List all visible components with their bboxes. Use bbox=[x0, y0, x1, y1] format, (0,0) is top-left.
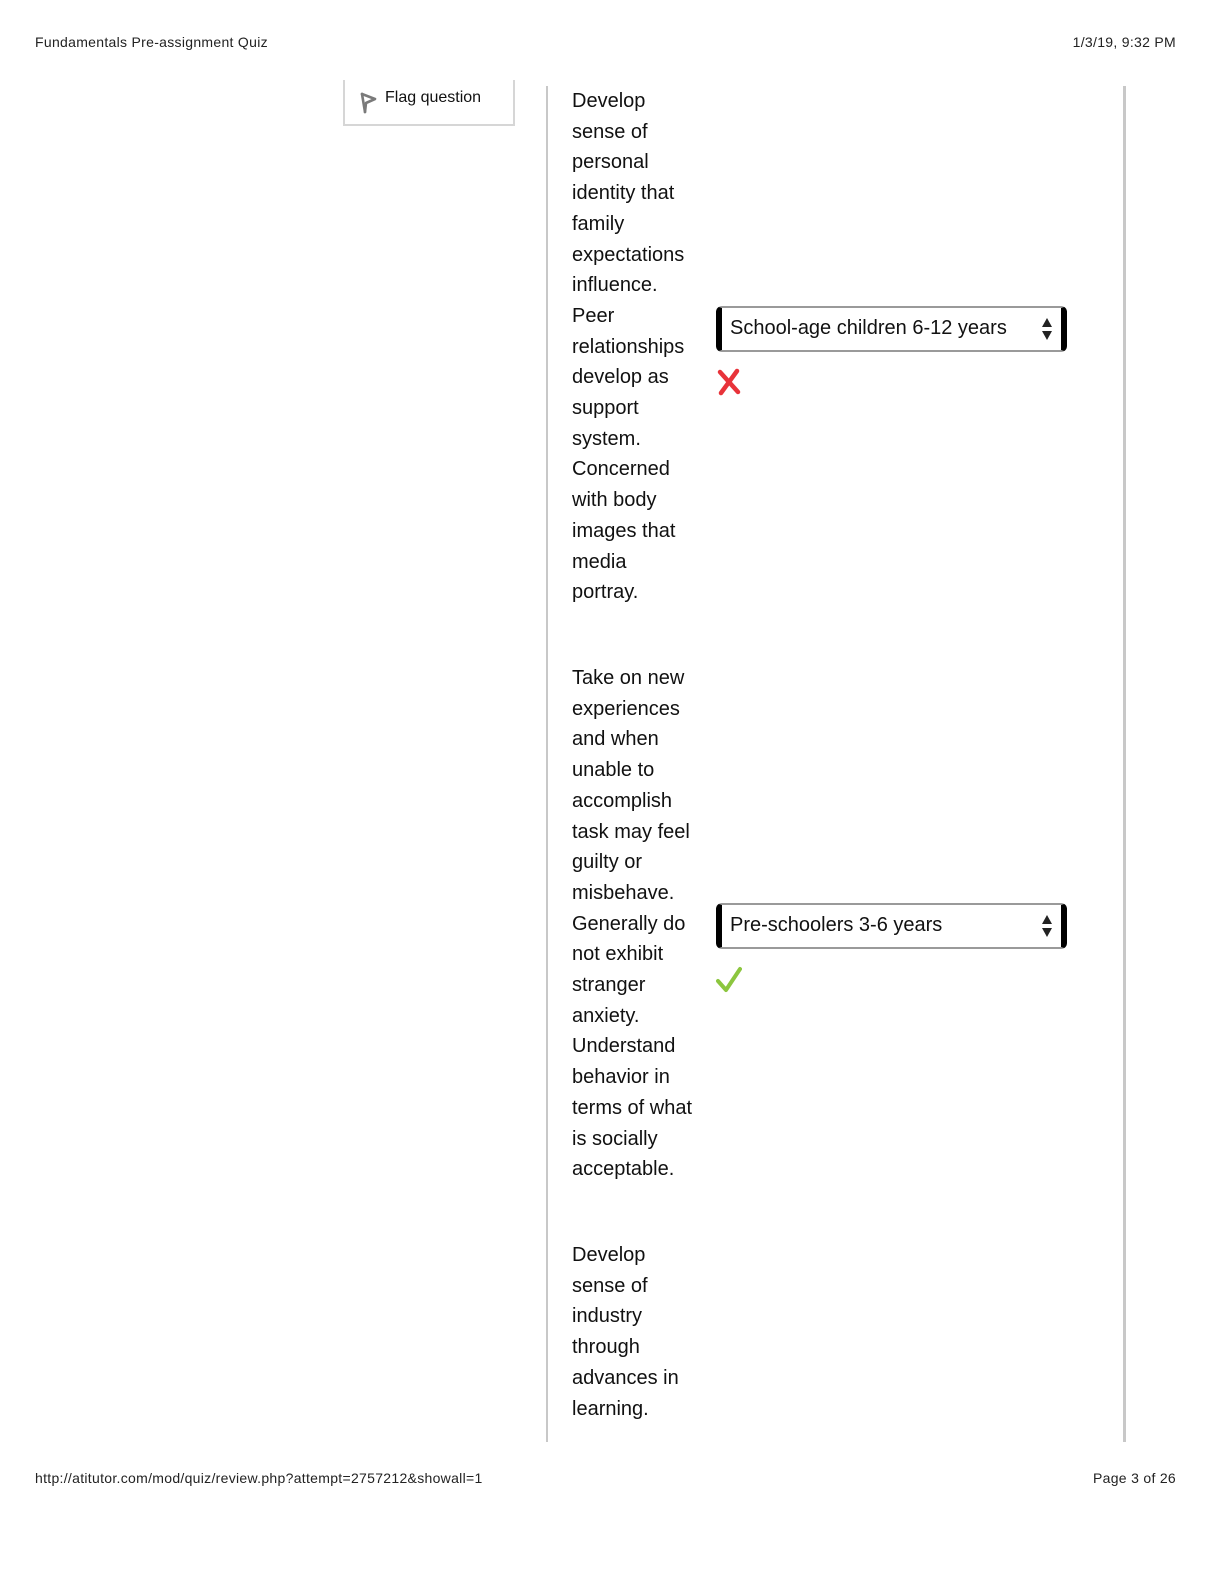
answer-select-value-2: Pre-schoolers 3-6 years bbox=[730, 914, 943, 936]
answer-select-2[interactable] bbox=[716, 903, 1067, 949]
check-icon bbox=[716, 966, 742, 994]
flag-icon[interactable] bbox=[359, 92, 377, 114]
answer-select-1[interactable] bbox=[716, 306, 1067, 352]
matching-stem-1: Develop sense of personal identity that family expectations influence. Peer relationships develop as support system. Concerned with body images that media portray. bbox=[572, 90, 685, 604]
flag-question-link[interactable]: Flag question bbox=[385, 89, 482, 106]
answer-select-value-1: School-age children 6-12 years bbox=[730, 317, 1007, 339]
select-arrows-icon bbox=[1041, 914, 1053, 938]
print-footer-page-number: Page 3 of 26 bbox=[1093, 1470, 1176, 1486]
matching-stem-2: Take on new experiences and when unable to accomplish task may feel guilty or misbehave. Generally do not exhibit stranger anxiety. Understand behavior in terms of what is socially acceptable. bbox=[572, 667, 693, 1181]
print-footer-url: http://atitutor.com/mod/quiz/review.php?attempt=2757212&showall=1 bbox=[35, 1470, 483, 1486]
cross-icon bbox=[716, 368, 742, 396]
print-header-datetime: 1/3/19, 9:32 PM bbox=[1072, 34, 1176, 50]
matching-stem-3: Develop sense of industry through advances in learning. bbox=[572, 1244, 679, 1420]
print-header-title: Fundamentals Pre-assignment Quiz bbox=[35, 34, 268, 50]
select-arrows-icon bbox=[1041, 317, 1053, 341]
question-info-box bbox=[343, 80, 515, 126]
